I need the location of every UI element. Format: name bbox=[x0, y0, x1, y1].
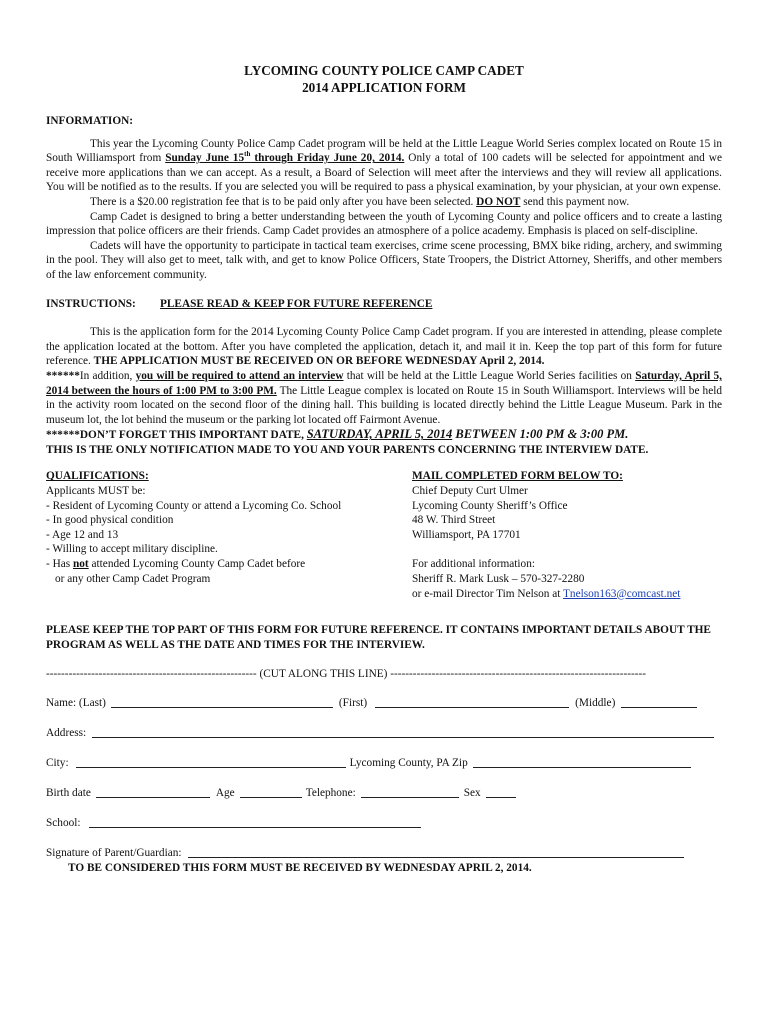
instructions-heading-row bbox=[46, 297, 722, 312]
info-paragraph-1 bbox=[46, 137, 722, 195]
birth-date-field[interactable] bbox=[96, 786, 210, 798]
address-row bbox=[46, 726, 722, 741]
name-row bbox=[46, 696, 722, 711]
middle-name-field[interactable] bbox=[621, 696, 697, 708]
age-label: Age bbox=[215, 786, 235, 799]
info-paragraph-3: Camp Cadet is designed to bring a better understanding between the youth of Lycoming County and police officers and to create a lasting impression that police officers are their friends. Camp Cadet provides an atmosphere of a police academy. Emphasis is placed on self-discipline. bbox=[46, 210, 722, 238]
mail-line: Williamsport, PA 17701 bbox=[412, 528, 521, 541]
first-name-field[interactable] bbox=[375, 696, 569, 708]
school-row bbox=[46, 816, 722, 831]
qualification-item: - Resident of Lycoming County or attend a Lycoming Co. School bbox=[46, 499, 342, 512]
qual-last-a: - Has bbox=[46, 558, 73, 571]
school-label: School: bbox=[46, 816, 81, 829]
info-p1-text: This year the Lycoming County Police Camp Cadet program will be held at the Little League World Series complex located on Route 15 in South Williamsport from bbox=[46, 137, 722, 165]
sheriff-contact: Sheriff R. Mark Lusk – 570-327-2280 bbox=[412, 573, 585, 586]
cut-line: -------------------------------------------------------- (CUT ALONG THIS LINE) -------------------------------------------------------------------- bbox=[46, 668, 647, 681]
do-not-emphasis: DO NOT bbox=[476, 195, 521, 208]
camp-dates-sup: th bbox=[244, 150, 251, 159]
qualification-item bbox=[46, 557, 386, 572]
qualifications-mail-columns bbox=[46, 469, 722, 601]
instr-p2-a: In addition, bbox=[79, 369, 136, 382]
instructions-paragraph-1 bbox=[46, 325, 722, 369]
keep-notice: PLEASE KEEP THE TOP PART OF THIS FORM FOR FUTURE REFERENCE. IT CONTAINS IMPORTANT DETAILS ABOUT THE PROGRAM AS WELL AS THE DATE AND TIMES FOR THE INTERVIEW. bbox=[46, 624, 711, 651]
signature-label: Signature of Parent/Guardian: bbox=[46, 846, 182, 859]
age-field[interactable] bbox=[240, 786, 302, 798]
instructions-paragraph-3 bbox=[46, 427, 722, 443]
qualifications-heading: QUALIFICATIONS: bbox=[46, 470, 149, 483]
reminder-time: BETWEEN 1:00 PM & 3:00 PM. bbox=[452, 427, 629, 442]
address-field[interactable] bbox=[92, 726, 714, 738]
instr-p1-text: This is the application form for the 2014 Lycoming County Police Camp Cadet program. If you are interested in attending, please complete the application located at the bottom. After you have completed the application, detach it, and mail it in. Keep the top part of this form for future reference. bbox=[46, 326, 722, 368]
city-row bbox=[46, 756, 722, 771]
instr-p2-c: The Little League complex is located on Route 15 in South Williamsport. Interviews will be held in the activity room located on the second floor of the dining hall. This building is located directly behind the Little League Museum. Park in the museum lot, the lot behind the museum or the parking lot located off Fairmont Avenue. bbox=[46, 384, 722, 426]
address-label: Address: bbox=[46, 726, 87, 739]
last-name-field[interactable] bbox=[111, 696, 333, 708]
mail-column bbox=[412, 469, 722, 601]
sex-label: Sex bbox=[463, 786, 481, 799]
instructions-subheading: PLEASE READ & KEEP FOR FUTURE REFERENCE bbox=[160, 297, 433, 310]
notification-notice: THIS IS THE ONLY NOTIFICATION MADE TO YOU AND YOUR PARENTS CONCERNING THE INTERVIEW DATE. bbox=[46, 443, 649, 456]
instructions-section bbox=[46, 325, 722, 457]
interview-requirement: you will be required to attend an interview bbox=[135, 369, 344, 382]
camp-dates-end: through Friday June 20, 2014. bbox=[250, 152, 405, 165]
birth-date-label: Birth date bbox=[46, 786, 91, 799]
birth-row bbox=[46, 786, 722, 801]
mail-heading: MAIL COMPLETED FORM BELOW TO: bbox=[412, 470, 623, 483]
qual-last-b: attended Lycoming County Camp Cadet before bbox=[88, 558, 306, 571]
information-heading: INFORMATION: bbox=[46, 115, 134, 127]
email-label: or e-mail Director Tim Nelson at bbox=[412, 587, 564, 600]
email-contact bbox=[412, 587, 722, 602]
signature-field[interactable] bbox=[188, 846, 684, 858]
email-link[interactable]: Tnelson163@comcast.net bbox=[563, 587, 681, 600]
stars: ****** bbox=[46, 369, 80, 382]
school-field[interactable] bbox=[89, 816, 421, 828]
qualifications-column bbox=[46, 469, 386, 601]
telephone-label: Telephone: bbox=[305, 786, 356, 799]
instructions-paragraph-2 bbox=[46, 369, 722, 427]
signature-row bbox=[46, 846, 722, 861]
instr-p2-b: that will be held at the Little League World Series facilities on bbox=[343, 369, 636, 382]
info-p2-text: There is a $20.00 registration fee that is to be paid only after you have been selected. bbox=[90, 195, 477, 208]
last-name-label: Name: (Last) bbox=[46, 697, 106, 709]
qualification-item: - Age 12 and 13 bbox=[46, 528, 119, 541]
info-heading: For additional information: bbox=[412, 558, 535, 571]
camp-dates-start: Sunday June 15 bbox=[165, 152, 245, 165]
info-paragraph-2 bbox=[46, 195, 722, 210]
qualification-item: - Willing to accept military discipline. bbox=[46, 543, 218, 556]
county-zip-label: Lycoming County, PA Zip bbox=[349, 756, 468, 769]
application-form bbox=[46, 696, 722, 875]
qualification-item: - In good physical condition bbox=[46, 514, 174, 527]
application-deadline: THE APPLICATION MUST BE RECEIVED ON OR BEFORE WEDNESDAY April 2, 2014. bbox=[93, 355, 545, 368]
city-label: City: bbox=[46, 756, 69, 769]
reminder-date: SATURDAY, APRIL 5, 2014 bbox=[306, 427, 453, 442]
info-paragraph-4: Cadets will have the opportunity to participate in tactical team exercises, crime scene processing, BMX bike riding, archery, and swimming in the pool. They will also get to meet, talk with, and get to know Police Officers, State Troopers, the District Attorney, Sheriffs, and other members of the law enforcement community. bbox=[46, 239, 722, 281]
qualifications-intro: Applicants MUST be: bbox=[46, 485, 146, 498]
information-section bbox=[46, 137, 722, 283]
info-p2-rest: send this payment now. bbox=[520, 195, 630, 208]
info-p1-rest: Only a total of 100 cadets will be selected for appointment and we receive more applications than we can accept. As a result, a Board of Selection will meet after the interviews and they will review all applications. You will be notified as to the results. If you are selected you will be required to pass a physical examination, by your physician, at your own expense. bbox=[46, 152, 722, 194]
zip-field[interactable] bbox=[473, 756, 691, 768]
mail-line: Chief Deputy Curt Ulmer bbox=[412, 485, 528, 498]
mail-line: Lycoming County Sheriff’s Office bbox=[412, 499, 568, 512]
reminder-text: ******DON’T FORGET THIS IMPORTANT DATE, bbox=[46, 429, 307, 442]
sex-field[interactable] bbox=[486, 786, 516, 798]
camp-dates bbox=[165, 152, 404, 164]
title-line-2: 2014 APPLICATION FORM bbox=[302, 80, 466, 95]
city-field[interactable] bbox=[76, 756, 346, 768]
interview-date: Saturday, April 5, 2014 between the hours of 1:00 PM to 3:00 PM. bbox=[46, 369, 722, 397]
title-line-1: LYCOMING COUNTY POLICE CAMP CADET bbox=[244, 63, 524, 78]
middle-name-label: (Middle) bbox=[575, 697, 616, 709]
form-deadline: TO BE CONSIDERED THIS FORM MUST BE RECEIVED BY WEDNESDAY APRIL 2, 2014. bbox=[68, 861, 532, 874]
document-title bbox=[46, 62, 722, 96]
first-name-label: (First) bbox=[338, 697, 368, 709]
mail-line: 48 W. Third Street bbox=[412, 514, 496, 527]
instructions-heading: INSTRUCTIONS: bbox=[46, 297, 136, 310]
telephone-field[interactable] bbox=[361, 786, 459, 798]
not-emphasis: not bbox=[72, 558, 89, 571]
application-document bbox=[46, 62, 722, 875]
qualification-item-cont: or any other Camp Cadet Program bbox=[55, 572, 211, 585]
